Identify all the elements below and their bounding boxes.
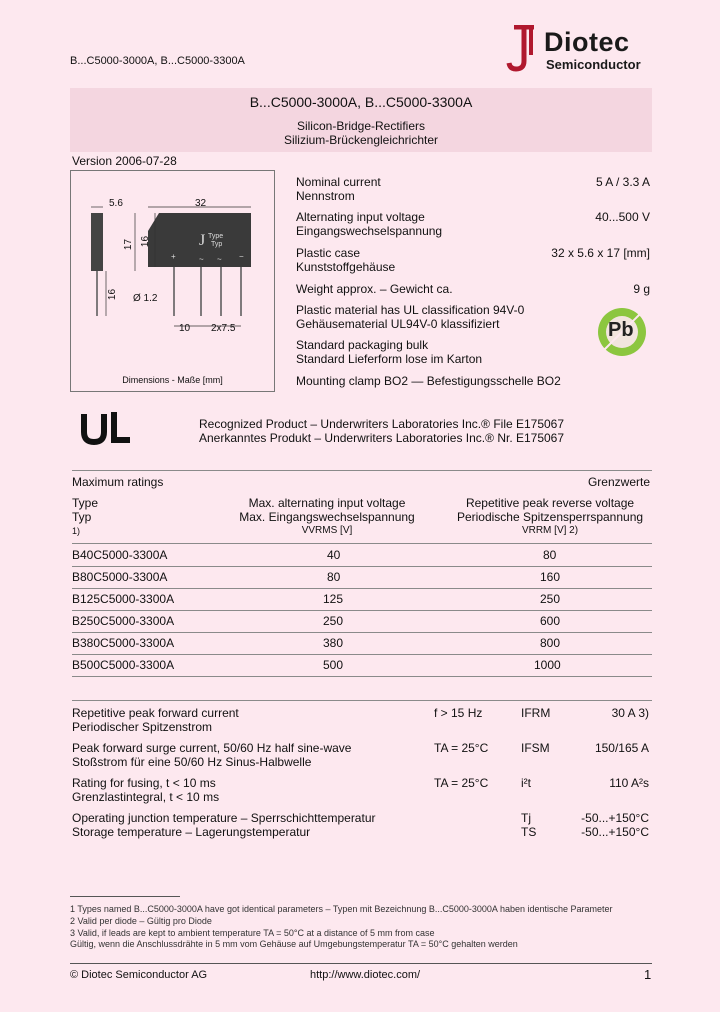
divider: [72, 470, 652, 471]
cell-vrms: 40: [327, 548, 341, 562]
diagram-caption: Dimensions - Maße [mm]: [122, 375, 223, 385]
param-symbol-2: TS: [521, 825, 537, 839]
param-label-de: Stoßstrom für eine 50/60 Hz Sinus-Halbwelle: [72, 755, 312, 769]
cell-vrrm: 250: [540, 592, 561, 606]
spec-label-en: Mounting clamp BO2 — Befestigungsschelle BO2: [296, 374, 561, 388]
divider: [72, 676, 652, 677]
spec-label-en: Alternating input voltage: [296, 210, 425, 224]
cell-type: B500C5000-3300A: [72, 658, 175, 672]
param-label-de: Periodischer Spitzenstrom: [72, 720, 213, 734]
param-label-en: Peak forward surge current, 50/60 Hz half sine-wave: [72, 741, 352, 755]
footer-url-link[interactable]: http://www.diotec.com/: [310, 969, 421, 981]
dim-height: 17: [123, 238, 135, 251]
param-condition: TA = 25°C: [434, 741, 489, 755]
cell-vrrm: 80: [543, 548, 557, 562]
case-type-label: Type: [208, 233, 224, 240]
header-series: B...C5000-3000A, B...C5000-3300A: [70, 55, 245, 67]
svg-text:+: +: [171, 252, 176, 261]
col-vrrm: [450, 496, 650, 538]
table-row: [72, 588, 652, 610]
table-row: [72, 654, 652, 676]
cell-type: B40C5000-3300A: [72, 548, 168, 562]
footnote-1: 1 Types named B...C5000-3000A have got identical parameters – Typen mit Bezeichnung B...C5000-3000A haben identische Parameter: [70, 904, 613, 914]
table-row: [72, 566, 652, 588]
spec-value: 32 x 5.6 x 17 [mm]: [551, 246, 650, 260]
dim-pitch-1: 10: [179, 323, 191, 334]
spec-label-en: Plastic case: [296, 246, 361, 260]
svg-text:~: ~: [217, 255, 222, 264]
footnote-3: 3 Valid, if leads are kept to ambient temperature TA = 50°C at a distance of 5 mm from case: [70, 928, 435, 938]
svg-text:~: ~: [199, 255, 204, 264]
cell-type: B250C5000-3300A: [72, 614, 175, 628]
cell-vrrm: 1000: [534, 658, 561, 672]
param-symbol: IFSM: [521, 741, 550, 755]
cell-vrms: 125: [323, 592, 344, 606]
ul-line-en: Recognized Product – Underwriters Laboratories Inc.® File E175067: [199, 417, 565, 431]
col-type: [72, 496, 98, 538]
spec-label-de: Eingangswechselspannung: [296, 224, 443, 238]
param-value: 30 A 3): [611, 706, 649, 720]
svg-text:−: −: [239, 252, 244, 261]
param-symbol: i²t: [521, 776, 531, 790]
param-symbol: IFRM: [521, 706, 551, 720]
spec-value: 5 A / 3.3 A: [595, 175, 650, 189]
title-box: [70, 88, 652, 152]
dim-pitch-2: 2x7.5: [211, 323, 236, 334]
cell-type: B125C5000-3300A: [72, 592, 175, 606]
cell-type: B80C5000-3300A: [72, 570, 168, 584]
footer-copyright: © Diotec Semiconductor AG: [70, 969, 208, 981]
param-condition: TA = 25°C: [434, 776, 489, 790]
cell-vrms: 380: [323, 636, 344, 650]
col-vrrm-unit: VRRM [V] 2): [521, 525, 579, 536]
spec-label-de: Standard Lieferform lose im Karton: [296, 352, 483, 366]
param-value-2: -50...+150°C: [581, 825, 649, 839]
cell-vrrm: 800: [540, 636, 561, 650]
dim-case-width: 5.6: [109, 198, 123, 209]
version-label: Version 2006-07-28: [72, 154, 177, 168]
ul-logo-icon: [80, 410, 134, 449]
spec-label-de: Nennstrom: [296, 189, 355, 203]
divider: [72, 700, 652, 701]
table-row: [72, 610, 652, 632]
footnote-3-de: Gültig, wenn die Anschlussdrähte in 5 mm vom Gehäuse auf Umgebungstemperatur TA = 50°C gehalten werden: [70, 939, 518, 949]
param-label-en: Operating junction temperature – Sperrschichttemperatur: [72, 811, 376, 825]
spec-value: 9 g: [633, 282, 650, 296]
param-label-de: Grenzlastintegral, t < 10 ms: [72, 790, 220, 804]
case-typ-label: Typ: [211, 241, 223, 248]
param-label-en: Repetitive peak forward current: [72, 706, 239, 720]
col-vrms: [232, 496, 422, 538]
cell-vrms: 80: [327, 570, 341, 584]
param-value: 110 A²s: [609, 776, 649, 790]
dim-lead-length: 16: [107, 288, 119, 301]
param-value: 150/165 A: [594, 741, 649, 755]
col-type-note: 1): [72, 526, 81, 536]
table-row: [72, 632, 652, 654]
diotec-logo: [506, 25, 641, 76]
dimension-diagram: [70, 170, 275, 392]
dim-height-2: 16: [140, 235, 152, 248]
footnote-2: 2 Valid per diode – Gültig pro Diode: [70, 916, 212, 926]
subtitle-de: Silizium-Brückengleichrichter: [283, 133, 439, 147]
dim-length: 32: [195, 198, 207, 209]
footer-divider: [70, 963, 652, 964]
ratings-title-de: Grenzwerte: [587, 475, 650, 489]
logo-name: Diotec: [544, 27, 630, 57]
logo-subtitle: Semiconductor: [546, 57, 641, 72]
footnote-divider: [70, 896, 180, 897]
col-vrms-unit: VVRMS [V]: [301, 525, 353, 536]
col-type-en: Type: [72, 496, 99, 510]
cell-vrms: 500: [323, 658, 344, 672]
param-value: -50...+150°C: [581, 811, 649, 825]
param-condition: f > 15 Hz: [434, 706, 483, 720]
param-label-en: Rating for fusing, t < 10 ms: [72, 776, 216, 790]
spec-label-en: Standard packaging bulk: [296, 338, 429, 352]
pb-badge-text: Pb: [608, 319, 634, 341]
dim-pin-diameter: Ø 1.2: [133, 293, 158, 304]
param-label-de: Storage temperature – Lagerungstemperatur: [72, 825, 311, 839]
pb-free-icon: [596, 306, 648, 358]
spec-label-en: Weight approx. – Gewicht ca.: [296, 282, 453, 296]
page-number: 1: [644, 967, 652, 982]
dimension-drawing: [71, 171, 274, 391]
cell-type: B380C5000-3300A: [72, 636, 175, 650]
cell-vrrm: 160: [540, 570, 561, 584]
col-vrrm-en: Repetitive peak reverse voltage: [465, 496, 635, 510]
ul-recognition: [199, 417, 564, 445]
subtitle-en: Silicon-Bridge-Rectifiers: [296, 119, 426, 133]
col-vrms-de: Max. Eingangswechselspannung: [239, 510, 415, 524]
col-vrrm-de: Periodische Spitzensperrspannung: [456, 510, 644, 524]
spec-label-de: Kunststoffgehäuse: [296, 260, 396, 274]
spec-label-en: Plastic material has UL classification 94V-0: [296, 303, 525, 317]
svg-text:J: J: [199, 232, 206, 249]
ratings-title-en: Maximum ratings: [72, 475, 164, 489]
cell-vrms: 250: [323, 614, 344, 628]
param-symbol: Tj: [521, 811, 531, 825]
col-vrms-en: Max. alternating input voltage: [248, 496, 406, 510]
ul-line-de: Anerkanntes Produkt – Underwriters Laboratories Inc.® Nr. E175067: [199, 431, 565, 445]
spec-label-de: Gehäusematerial UL94V-0 klassifiziert: [296, 317, 500, 331]
spec-label-en: Nominal current: [296, 175, 381, 189]
spec-value: 40...500 V: [595, 210, 650, 224]
table-row: [72, 544, 652, 566]
page-title: B...C5000-3000A, B...C5000-3300A: [249, 94, 473, 110]
cell-vrrm: 600: [540, 614, 561, 628]
col-type-de: Typ: [72, 510, 92, 524]
diotec-logo-icon: [506, 25, 542, 73]
